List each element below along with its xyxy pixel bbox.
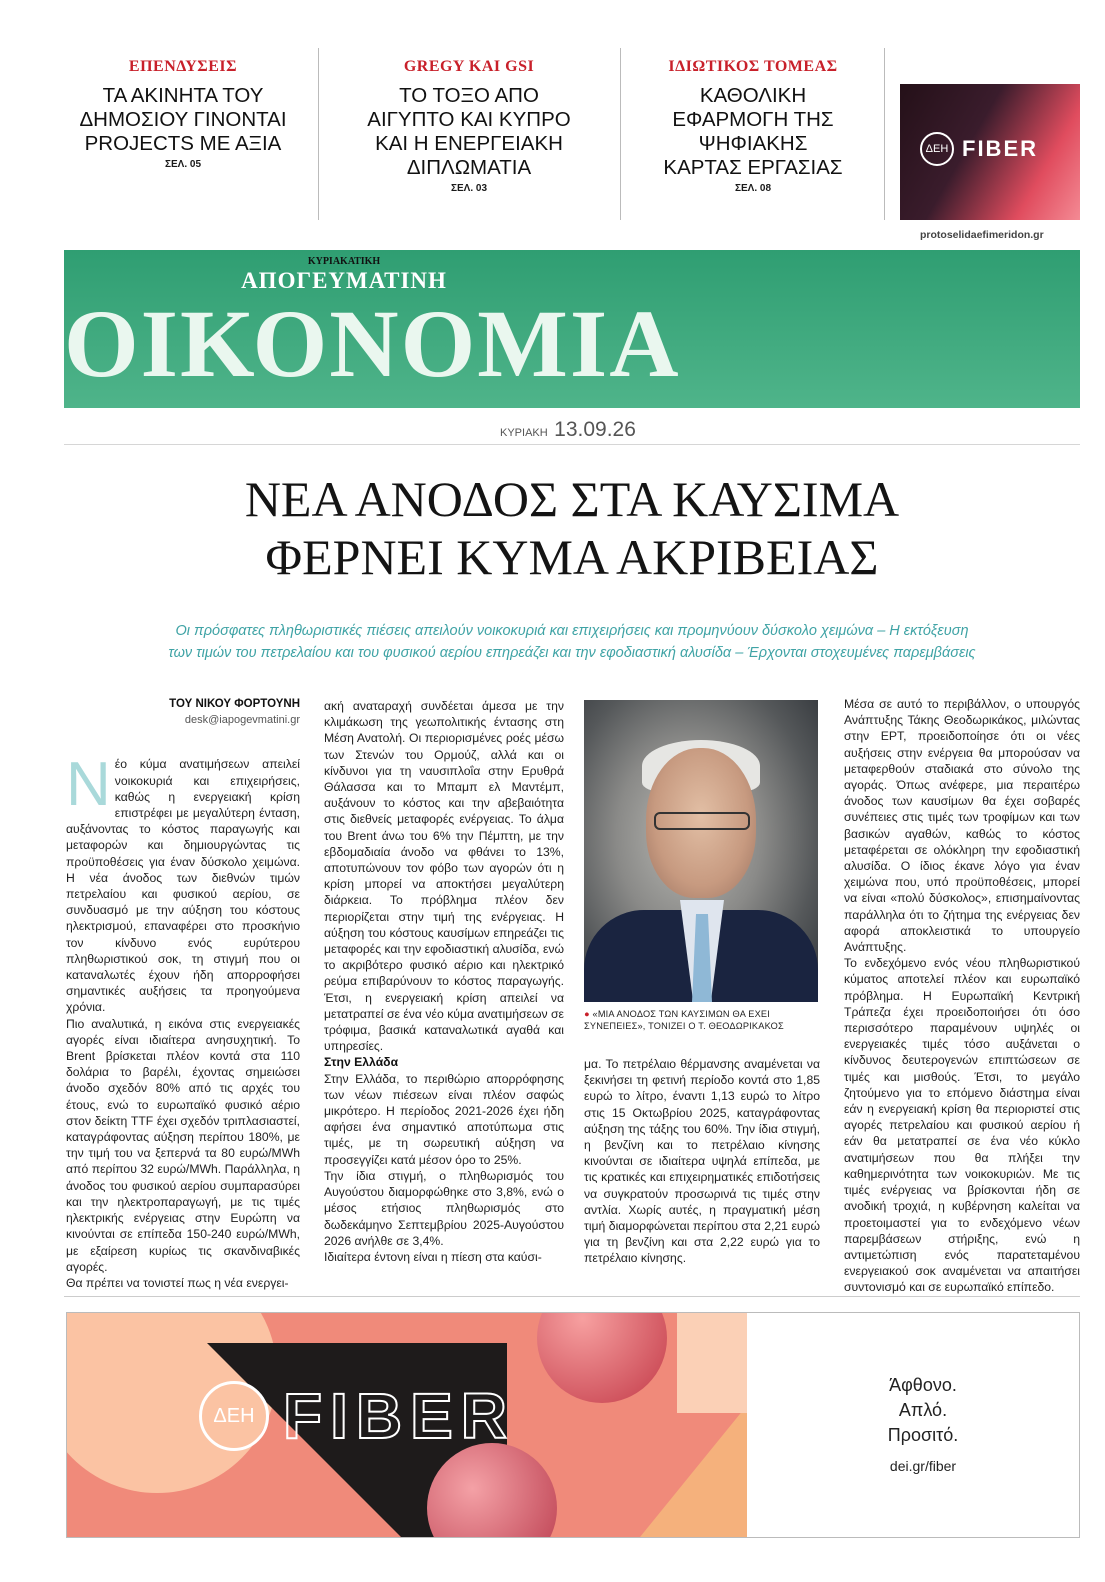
photo-glasses <box>654 812 750 830</box>
issue-day: ΚΥΡΙΑΚΗ <box>500 427 548 439</box>
ad-tagline: Απλό. <box>898 1400 948 1420</box>
source-site: protoselidaefimeridon.gr <box>920 229 1044 241</box>
teaser-gregy-gsi[interactable] <box>338 46 600 222</box>
teaser-headline: ΤΑ ΑΚΙΝΗΤΑ ΤΟΥ ΔΗΜΟΣΙΟΥ ΓΙΝΟΝΤΑΙ PROJECTS ΜΕ ΑΞΙΑ <box>79 84 287 155</box>
paragraph: έο κύμα ανατιμήσεων απειλεί νοικοκυριά και επιχειρήσεις, καθώς η ενεργειακή κρίση επιστρέφει με μεγαλύτερη ένταση, αυξάνοντας το κόστος παραγωγής και μεταφορών και δημιουργώντας τις προϋποθέσεις για έναν δύσκολο χειμώνα. Η νέα άνοδος των διεθνών τιμών πετρελαίου και φυσικού αερίου, σε συνδυασμό με την αύξηση του κόστους ηλεκτρισμού, επαναφέρει στο προσκήνιο τον κίνδυνο ενός ευρύτερου πληθωριστικού σοκ, τη στιγμή που οι καταναλωτές έχουν ήδη απορροφήσει σημαντικές αυξήσεις τα προηγούμενα χρόνια. <box>66 757 300 1015</box>
teaser-private-sector[interactable] <box>622 46 884 222</box>
dei-fiber-banner-ad[interactable] <box>66 1312 1080 1538</box>
teaser-kicker: ΕΠΕΝΔΥΣΕΙΣ <box>128 58 238 75</box>
dei-logo-icon: ΔΕΗ <box>199 1381 269 1451</box>
paragraph: Πιο αναλυτικά, η εικόνα στις ενεργειακές αγορές είναι ιδιαίτερα ανησυχητική. Το Brent βρίσκεται πλέον κοντά στα 110 δολάρια το βαρέλι, έχοντας σημειώσει άνοδο σχεδόν 80% από τις αρχές του έτους, ενώ το ευρωπαϊκό φυσικό αέριο στον δείκτη TTF έχει σχεδόν τριπλασιαστεί, καταγράφοντας αύξηση περίπου 180%, με την τιμή του να ξεπερνά τα 80 ευρώ/MWh από περίπου 32 ευρώ/MWh. Παράλληλα, η άνοδος του φυσικού αερίου συμπαρασύρει και την ηλεκτροπαραγωγή, με τις τιμές ηλεκτρικής ενέργειας στην Ευρώπη να κινούνται σε επίπεδα 150-240 ευρώ/MWh, με εξαίρεση κυρίως τις σκανδιναβικές αγορές. <box>66 1016 300 1274</box>
paragraph: Μέσα σε αυτό το περιβάλλον, ο υπουργός Ανάπτυξης Τάκης Θεοδωρικάκος, μιλώντας στην ΕΡΤ, προειδοποίησε ότι οι νέες αυξήσεις στην ενέργεια θα μπορούσαν να μεταφερθούν σταδιακά στο σύνολο της αγοράς. Όπως ανέφερε, μια περαιτέρω άνοδος των καυσίμων θα έχει σοβαρές συνέπειες στις τιμές των τροφίμων και των βασικών αγαθών, καθώς το κόστος μεταφέρεται σε ολόκληρη την εφοδιαστική αλυσίδα. Ο ίδιος έκανε λόγο για έναν χειμώνα που, υπό προϋποθέσεις, μπορεί να είναι «πολύ δύσκολος», επισημαίνοντας παράλληλα ότι το ζήτημα της ενέργειας δεν αφορά αποκλειστικά το υπουργείο Ανάπτυξης. <box>844 697 1080 955</box>
main-headline-line: ΝΕΑ ΑΝΟΔΟΣ ΣΤΑ ΚΑΥΣΙΜΑ <box>244 471 900 527</box>
main-headline-line: ΦΕΡΝΕΙ ΚΥΜΑ ΑΚΡΙΒΕΙΑΣ <box>265 529 879 585</box>
paragraph: Την ίδια στιγμή, ο πληθωρισμός του Αυγούστου διαμορφώθηκε στο 3,8%, ενώ ο μέσος ετήσιος πληθωρισμός στο δωδεκάμηνο Σεπτεμβρίου 2025-Αυγούστου 2026 ανήλθε σε 3,4%. <box>324 1168 564 1248</box>
section-subhead: Στην Ελλάδα <box>324 1055 399 1070</box>
paragraph: μα. Το πετρέλαιο θέρμανσης αναμένεται να ξεκινήσει τη φετινή περίοδο κοντά στο 1,85 ευρώ το λίτρο, έναντι 1,13 ευρώ το λίτρο στις 15 Οκτωβρίου 2025, καταγράφοντας αύξηση της τάξης του 60%. Την ίδια στιγμή, η βενζίνη και το πετρέλαιο κίνησης κινούνται σε ιδιαίτερα υψηλά επίπεδα, με τις κρατικές και επιχειρηματικές επιδοτήσεις να συγκρατούν προσωρινά τις τιμές στην αντλία. Χωρίς αυτές, η πραγματική μέση τιμή διαμορφώνεται περίπου στα 2,21 ευρώ για τη βενζίνη και στα 2,22 ευρώ για το πετρέλαιο κίνησης. <box>584 1057 820 1266</box>
drop-cap: Ν <box>66 750 111 820</box>
divider <box>64 1296 1080 1297</box>
teaser-page: ΣΕΛ. 05 <box>164 159 202 170</box>
paragraph: Στην Ελλάδα, το περιθώριο απορρόφησης των νέων πιέσεων είναι πλέον σαφώς μικρότερο. Η περίοδος 2021-2026 έχει ήδη αφήσει ένα σημαντικό αποτύπωμα στις τιμές, με τη σωρευτική αύξηση να προσεγγίζει κατά μέσον όρο το 25%. <box>324 1071 564 1167</box>
teaser-investments[interactable] <box>52 46 314 222</box>
divider <box>64 444 1080 445</box>
article-column-1 <box>66 696 300 1291</box>
teaser-kicker: GREGY ΚΑΙ GSI <box>403 58 535 75</box>
teaser-kicker: ΙΔΙΩΤΙΚΟΣ ΤΟΜΕΑΣ <box>668 58 838 75</box>
paragraph: Ιδιαίτερα έντονη είναι η πίεση στα καύσι- <box>324 1249 542 1264</box>
divider <box>620 48 621 220</box>
teaser-headline: ΤΟ ΤΟΞΟ ΑΠΟ ΑΙΓΥΠΤΟ ΚΑΙ ΚΥΠΡΟ ΚΑΙ Η ΕΝΕΡΓΕΙΑΚΗ ΔΙΠΛΩΜΑΤΙΑ <box>367 84 571 179</box>
dei-logo <box>920 132 1038 166</box>
main-headline <box>64 470 1080 586</box>
paragraph: Το ενδεχόμενο ενός νέου πληθωριστικού κύματος αποτελεί πλέον και ευρωπαϊκό πρόβλημα. Η Ευρωπαϊκή Κεντρική Τράπεζα έχει προειδοποιήσει ότι όσο περισσότερο παραμένουν υψηλές οι ενεργειακές τιμές τόσο αυξάνεται ο κίνδυνος δευτερογενών επιπτώσεων σε τιμές και μισθούς. Έτσι, το μεγάλο ζητούμενο για το επόμενο διάστημα είναι εάν η ενεργειακή κρίση θα περιοριστεί στις αγορές πετρελαίου και φυσικού αερίου ή εάν θα μετατραπεί σε ένα νέο κύκλο ανατιμήσεων που θα πλήξει την καθημερινότητα των νοικοκυριών. Με τις τιμές ενέργειας να βρίσκονται ήδη σε ανοδική τροχιά, η κυβέρνηση καλείται να προετοιμαστεί για το ενδεχόμενο νέων παρεμβάσεων στήριξης, ενώ η αντιμετώπιση ενός παρατεταμένου ενεργειακού σοκ αναμένεται να απαιτήσει συντονισμό και σε ευρωπαϊκό επίπεδο. <box>844 956 1080 1295</box>
byline: ΤΟΥ ΝΙΚΟΥ ΦΟΡΤΟΥΝΗ <box>169 698 300 710</box>
paragraph: ακή αναταραχή συνδέεται άμεσα με την κλιμάκωση της γεωπολιτικής έντασης στη Μέση Ανατολή. Οι περιορισμένες ροές μέσω των Στενών του Ορμούζ, αλλά και οι κίνδυνοι για τη ναυσιπλοΐα στην Ερυθρά Θάλασσα και το Μπαμπ ελ Μαντέμπ, αυξάνουν το κόστος και την αβεβαιότητα στις διεθνείς μεταφορές ενέργειας. Το άλμα του Brent άνω του 6% την Πέμπτη, με την εβδομαδιαία άνοδο να φθάνει το 13%, αποτυπώνουν τον φόβο των αγορών ότι η κρίση μπορεί να αποκτήσει μεγαλύτερη διάρκεια. Το πρόβλημα πλέον δεν περιορίζεται στην τιμή της ενέργειας. Η αύξηση του κόστους καυσίμων επηρεάζει τις μεταφορές και την εφοδιαστική αλυσίδα, ενώ το ακριβότερο φυσικό αέριο και ηλεκτρικό ρεύμα επιβαρύνουν το κόστος παραγωγής. Έτσι, η ενεργειακή κρίση απειλεί να μετατραπεί σε ένα νέο κύμα ανατιμήσεων σε τρόφιμα, βασικά καταναλωτικά αγαθά και υπηρεσίες. <box>324 699 564 1054</box>
standfirst <box>64 620 1080 664</box>
masthead-title: ΟΙΚΟΝΟΜΙΑ <box>64 290 681 397</box>
caption-line: «ΜΙΑ ΑΝΟΔΟΣ ΤΩΝ ΚΑΥΣΙΜΩΝ ΘΑ ΕΧΕΙ <box>592 1009 771 1019</box>
minister-photo <box>584 700 818 1002</box>
dei-fiber-logo <box>199 1379 515 1453</box>
author-email[interactable]: desk@iapogevmatini.gr <box>184 714 300 727</box>
paragraph: Θα πρέπει να τονιστεί πως η νέα ενεργει- <box>66 1275 289 1290</box>
ad-tagline: Προσιτό. <box>887 1425 959 1445</box>
dei-logo-icon: ΔΕΗ <box>920 132 954 166</box>
divider <box>318 48 319 220</box>
ad-url-link[interactable]: dei.gr/fiber <box>889 1458 957 1474</box>
issue-date-value: 13.09.26 <box>554 418 636 441</box>
article-column-3 <box>584 1056 820 1267</box>
article-column-4 <box>844 696 1080 1296</box>
dei-fiber-small-ad[interactable] <box>900 84 1080 220</box>
masthead-brand: ΑΠΟΓΕΥΜΑΤΙΝΗ <box>241 268 447 293</box>
issue-date <box>500 418 636 442</box>
photo-caption <box>584 1008 818 1032</box>
teaser-headline: ΚΑΘΟΛΙΚΗ ΕΦΑΡΜΟΓΗ ΤΗΣ ΨΗΦΙΑΚΗΣ ΚΑΡΤΑΣ ΕΡΓΑΣΙΑΣ <box>663 84 843 179</box>
caption-line: ΣΥΝΕΠΕΙΕΣ», ΤΟΝΙΖΕΙ Ο Τ. ΘΕΟΔΩΡΙΚΑΚΟΣ <box>584 1021 784 1031</box>
ad-artwork <box>67 1313 747 1538</box>
masthead <box>64 250 1080 408</box>
teaser-page: ΣΕΛ. 03 <box>450 183 488 194</box>
divider <box>884 48 885 220</box>
standfirst-line: των τιμών του πετρελαίου και του φυσικού αερίου επηρεάζει και την εφοδιαστική αλυσίδα – Έρχονται στοχευμένες παρεμβάσεις <box>168 645 976 661</box>
article-column-2 <box>324 698 564 1265</box>
ad-copy <box>767 1313 1079 1538</box>
ad-tagline: Άφθονο. <box>889 1375 957 1395</box>
fiber-wordmark: FIBER <box>962 136 1038 161</box>
caption-bullet-icon: ● <box>584 1009 593 1019</box>
teaser-page: ΣΕΛ. 08 <box>734 183 772 194</box>
standfirst-line: Οι πρόσφατες πληθωριστικές πιέσεις απειλούν νοικοκυριά και επιχειρήσεις και προμηνύουν δύσκολο χειμώνα – Η εκτόξευση <box>175 623 969 639</box>
masthead-kicker: ΚΥΡΙΑΚΑΤΙΚΗ <box>307 256 381 267</box>
fiber-wordmark: FIBER <box>283 1380 515 1452</box>
